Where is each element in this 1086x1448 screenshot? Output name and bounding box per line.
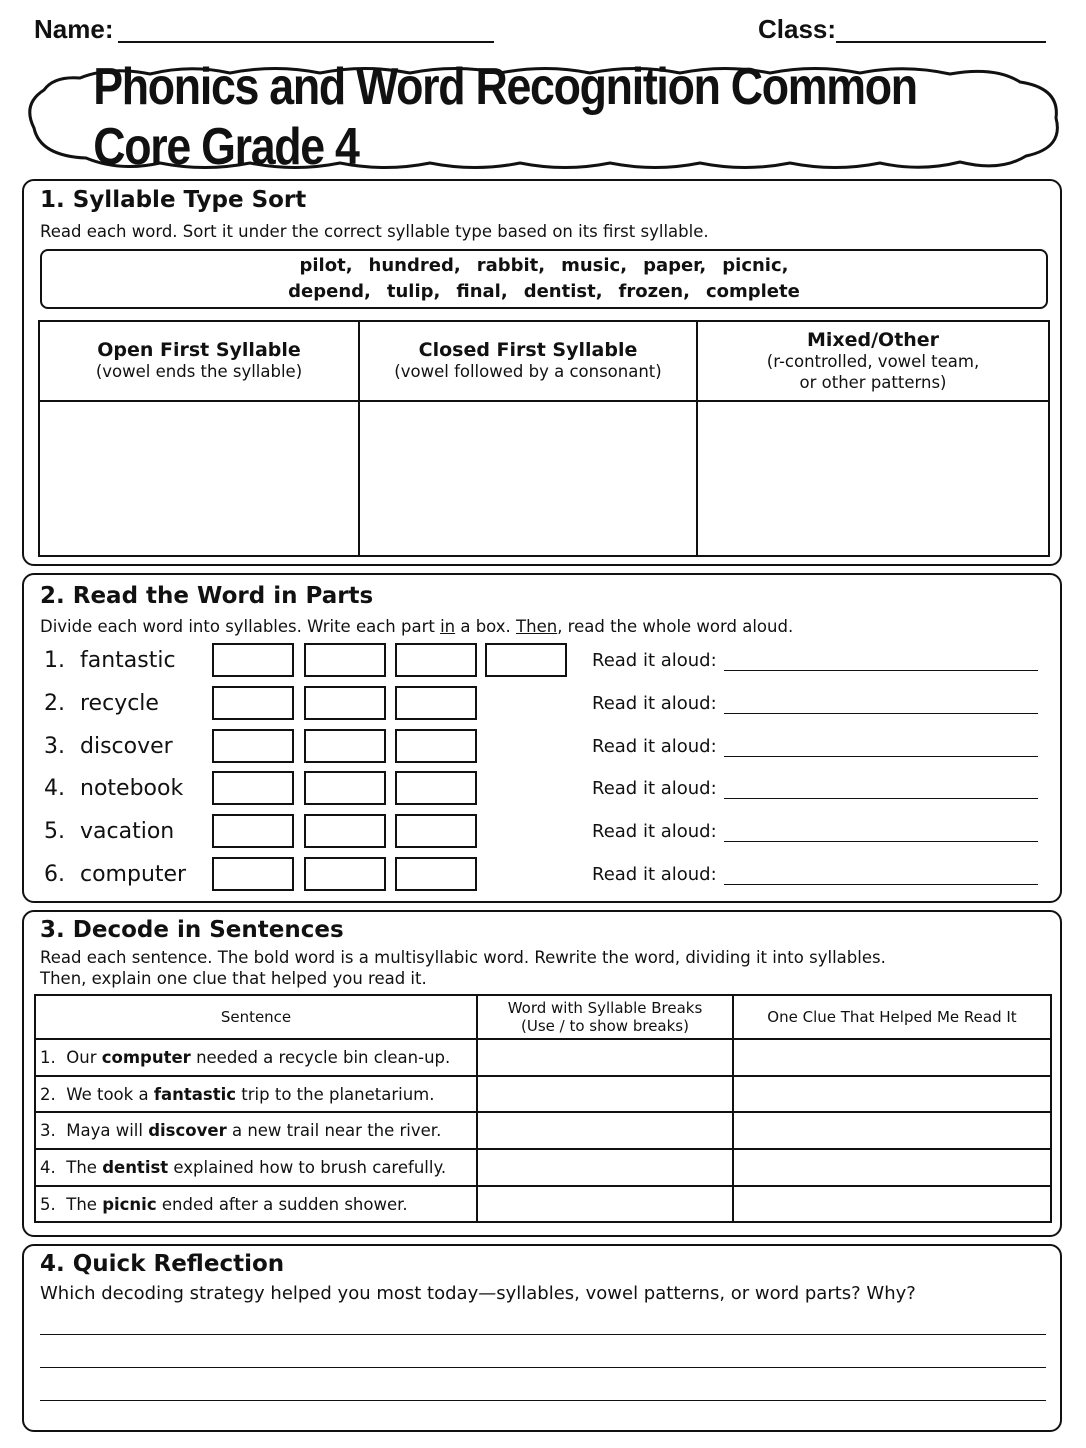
col-clue: One Clue That Helped Me Read It <box>733 995 1051 1039</box>
read-aloud-line[interactable] <box>724 798 1038 799</box>
sentence-cell: 5. The picnic ended after a sudden shower. <box>35 1186 477 1223</box>
item-number: 5. <box>44 819 65 845</box>
read-aloud-label: Read it aloud: <box>592 735 717 757</box>
answer-line[interactable] <box>40 1400 1046 1401</box>
syllable-box[interactable] <box>395 771 477 805</box>
item-word: computer <box>80 862 187 887</box>
col-mixed-other: Mixed/Other (r-controlled, vowel team, or other patterns) <box>697 321 1049 401</box>
sentence-cell: 3. Maya will discover a new trail near the river. <box>35 1112 477 1149</box>
section4-heading: 4. Quick Reflection <box>40 1251 285 1277</box>
bank-word: frozen, <box>618 281 690 302</box>
syllable-breaks-cell[interactable] <box>477 1149 733 1186</box>
clue-cell[interactable] <box>733 1186 1051 1223</box>
col-open-first-syllable: Open First Syllable (vowel ends the syllable) <box>39 321 359 401</box>
section-read-word-in-parts <box>22 573 1062 903</box>
bank-word: rabbit, <box>476 255 546 276</box>
syllable-box[interactable] <box>395 814 477 848</box>
answer-line[interactable] <box>40 1334 1046 1335</box>
item-number: 1. <box>44 648 65 673</box>
bold-word: discover <box>148 1121 227 1141</box>
read-aloud-label: Read it aloud: <box>592 821 717 843</box>
col-syllable-breaks: Word with Syllable Breaks (Use / to show breaks) <box>477 995 733 1039</box>
sort-cell-closed[interactable] <box>359 401 697 556</box>
bank-word: picnic, <box>722 255 789 276</box>
item-number: 3. <box>44 733 65 759</box>
read-aloud-line[interactable] <box>724 670 1038 671</box>
syllable-box[interactable] <box>304 686 386 720</box>
item-number: 6. <box>44 862 65 887</box>
syllable-box[interactable] <box>485 643 567 677</box>
answer-line[interactable] <box>40 1367 1046 1368</box>
word-part-row <box>40 814 1040 850</box>
section-syllable-type-sort <box>22 179 1062 566</box>
table-row <box>35 1076 1051 1113</box>
bank-word: hundred, <box>368 255 461 276</box>
clue-cell[interactable] <box>733 1149 1051 1186</box>
syllable-breaks-cell[interactable] <box>477 1039 733 1076</box>
bank-word: pilot, <box>299 255 353 276</box>
read-aloud-line[interactable] <box>724 756 1038 757</box>
syllable-box[interactable] <box>395 686 477 720</box>
section-decode-in-sentences <box>22 910 1062 1237</box>
bold-word: computer <box>101 1047 191 1067</box>
bank-word: tulip, <box>386 281 441 302</box>
syllable-box[interactable] <box>212 814 294 848</box>
read-aloud-line[interactable] <box>724 884 1038 885</box>
word-bank <box>40 249 1048 309</box>
bold-word: fantastic <box>153 1084 237 1104</box>
item-word: fantastic <box>80 648 176 673</box>
decode-table <box>34 994 1052 1223</box>
word-bank-row-1 <box>42 253 1046 279</box>
item-word: discover <box>80 733 173 759</box>
word-part-row <box>40 771 1040 807</box>
sentence-cell: 4. The dentist explained how to brush carefully. <box>35 1149 477 1186</box>
syllable-breaks-cell[interactable] <box>477 1112 733 1149</box>
class-label: Class: <box>758 14 837 44</box>
syllable-sort-table <box>38 320 1050 557</box>
word-bank-row-2 <box>42 279 1046 305</box>
item-number: 4. <box>44 776 65 802</box>
bank-word: final, <box>456 281 508 302</box>
name-label: Name: <box>34 14 114 44</box>
page-title: Phonics and Word Recognition Common Core Grade 4 <box>93 58 917 176</box>
syllable-breaks-cell[interactable] <box>477 1186 733 1223</box>
section1-instructions: Read each word. Sort it under the correct syllable type based on its first syllable. <box>40 222 709 241</box>
name-field-line[interactable] <box>118 41 494 43</box>
sort-cell-mixed[interactable] <box>697 401 1049 556</box>
item-word: recycle <box>80 690 159 716</box>
item-word: notebook <box>80 776 184 802</box>
syllable-box[interactable] <box>395 729 477 763</box>
read-aloud-line[interactable] <box>724 713 1038 714</box>
syllable-box[interactable] <box>304 643 386 677</box>
section3-instructions-1: Read each sentence. The bold word is a multisyllabic word. Rewrite the word, dividing it into syllables. <box>40 948 886 967</box>
bank-word: paper, <box>643 255 707 276</box>
clue-cell[interactable] <box>733 1112 1051 1149</box>
syllable-breaks-cell[interactable] <box>477 1076 733 1113</box>
bank-word: depend, <box>288 281 371 302</box>
table-row <box>35 1039 1051 1076</box>
word-part-row <box>40 686 1040 722</box>
syllable-box[interactable] <box>304 857 386 891</box>
section3-heading: 3. Decode in Sentences <box>40 917 344 943</box>
read-aloud-line[interactable] <box>724 841 1038 842</box>
sort-cell-open[interactable] <box>39 401 359 556</box>
clue-cell[interactable] <box>733 1076 1051 1113</box>
table-row <box>35 1149 1051 1186</box>
table-row <box>35 1112 1051 1149</box>
bank-word: dentist, <box>523 281 603 302</box>
syllable-box[interactable] <box>395 643 477 677</box>
table-row <box>35 1186 1051 1223</box>
syllable-box[interactable] <box>212 771 294 805</box>
sentence-cell: 1. Our computer needed a recycle bin clean-up. <box>35 1039 477 1076</box>
bank-word: complete <box>705 281 800 302</box>
read-aloud-label: Read it aloud: <box>592 692 717 714</box>
item-word: vacation <box>80 819 175 845</box>
col-sentence: Sentence <box>35 995 477 1039</box>
col-closed-first-syllable: Closed First Syllable (vowel followed by a consonant) <box>359 321 697 401</box>
read-aloud-label: Read it aloud: <box>592 778 717 800</box>
class-field-line[interactable] <box>836 41 1046 43</box>
word-part-row <box>40 729 1040 765</box>
section3-instructions-2: Then, explain one clue that helped you read it. <box>40 969 427 988</box>
section2-instructions: Divide each word into syllables. Write each part in a box. Then, read the whole word aloud. <box>40 617 794 636</box>
bold-word: picnic <box>102 1194 157 1214</box>
sentence-cell: 2. We took a fantastic trip to the planetarium. <box>35 1076 477 1113</box>
read-aloud-label: Read it aloud: <box>592 650 717 671</box>
section2-heading: 2. Read the Word in Parts <box>40 583 374 609</box>
bold-word: dentist <box>102 1157 169 1177</box>
word-part-row <box>40 857 1040 893</box>
reflection-question: Which decoding strategy helped you most today—syllables, vowel patterns, or word parts? Why? <box>40 1283 916 1304</box>
syllable-box[interactable] <box>304 814 386 848</box>
section-quick-reflection <box>22 1244 1062 1432</box>
read-aloud-label: Read it aloud: <box>592 864 717 885</box>
syllable-box[interactable] <box>212 857 294 891</box>
section1-heading: 1. Syllable Type Sort <box>40 187 307 213</box>
syllable-box[interactable] <box>212 686 294 720</box>
bank-word: music, <box>561 255 628 276</box>
word-part-row <box>40 643 1040 679</box>
syllable-box[interactable] <box>212 729 294 763</box>
syllable-box[interactable] <box>304 771 386 805</box>
item-number: 2. <box>44 690 65 716</box>
syllable-box[interactable] <box>395 857 477 891</box>
clue-cell[interactable] <box>733 1039 1051 1076</box>
syllable-box[interactable] <box>212 643 294 677</box>
syllable-box[interactable] <box>304 729 386 763</box>
